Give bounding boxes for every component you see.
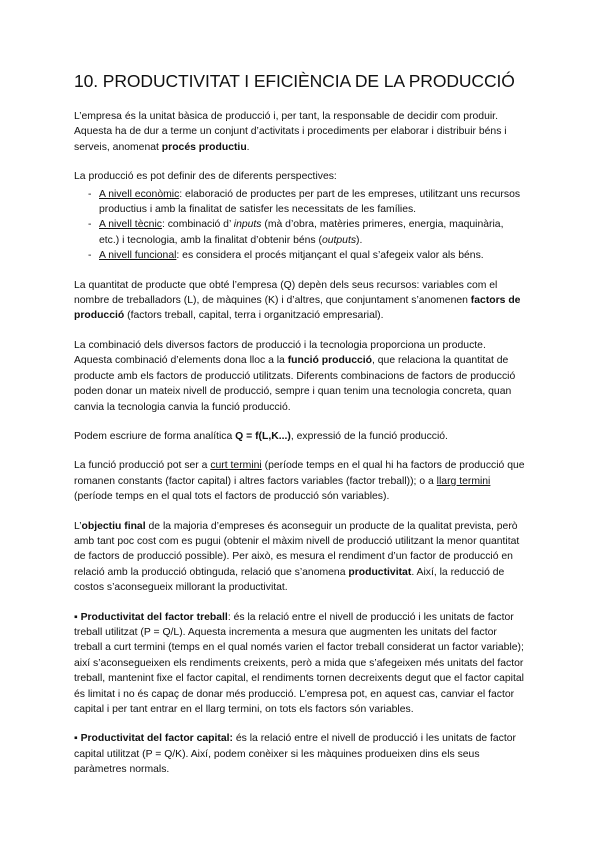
term-objectiu-final: objectiu final — [81, 520, 146, 532]
list-text-tecnic-1: : combinació d’ — [161, 219, 234, 231]
perspectives-list — [74, 187, 526, 264]
factor-treball-text: : és la relació entre el nivell de producció i les unitats de factor treball utilitzat (P = Q/L). Aquesta incrementa a mesura que augmenten les unitats del factor treball a curt termini (temps en el qual només varien el factor treball considerat un factor variable); així s’aconsegueixen els rendiments creixents, però a mida que s’afegeixen més unitats del factor treball, mantenint fixe el factor capital, el rendiments tornen decreixents degut que el factor capital és limitat i no és capaç de donar més producció. L’empresa pot, en aquest cas, canviar el factor capital i per tant entrar en el llarg termini, on tots els factors són variables. — [74, 611, 524, 715]
list-dash: - — [88, 250, 92, 262]
heading-factor-treball: ▪ Productivitat del factor treball — [74, 611, 228, 623]
list-label-tecnic: A nivell tècnic — [99, 219, 162, 231]
paragraph-termini — [74, 458, 526, 504]
document-page — [74, 70, 526, 792]
objectiu-text: de la majoria d’empreses és aconseguir un producte de la qualitat prevista, però amb tant poc cost com es pugui (obtenir el màxim nivell de producció utilitzant la menor quantitat de factors de producció possible). Per això, es mesura el rendiment d’un factor de producció en relació amb la producció obtinguda, relació que s’anomena — [74, 520, 520, 578]
term-factors-produccio: factors de producció — [74, 295, 521, 322]
paragraph-funcio-produccio — [74, 338, 526, 415]
objectiu-end: . Així, la reducció de costos s’aconsegueix millorant la productivitat. — [74, 566, 505, 594]
intro-text: L’empresa és la unitat bàsica de producció i, per tant, la responsable de decidir com produir. Aquesta ha de dur a terme un conjunt d’activitats i procediments per elaborar i distribuir béns i serveis, anomenat — [74, 111, 507, 153]
heading-factor-capital: ▪ Productivitat del factor capital: — [74, 733, 233, 745]
funcio-text: La combinació dels diversos factors de producció i la tecnologia proporciona un producte. Aquesta combinació d’elements dona lloc a la — [74, 339, 486, 367]
list-text-economic: : elaboració de productes per part de les empreses, utilitzant uns recursos productius i amb la finalitat de satisfer les necessitats de les famílies. — [99, 188, 521, 216]
paragraph-factor-treball — [74, 610, 526, 718]
term-inputs: inputs — [233, 219, 262, 231]
paragraph-perspectives: La producció es pot definir des de diferents perspectives: — [74, 171, 337, 183]
list-dash: - — [88, 188, 92, 200]
factor-capital-text: és la relació entre el nivell de producció i les unitats de factor capital utilitzat (P = Q/K). Així, podem conèixer si les màquines produeixen dins els seus paràmetres normals. — [74, 733, 517, 776]
paragraph-factors — [74, 278, 526, 324]
list-item-funcional — [74, 248, 526, 263]
term-curt-termini: curt termini — [210, 460, 262, 472]
term-productivitat: productivitat — [348, 566, 412, 578]
term-llarg-termini: llarg termini — [436, 475, 491, 487]
list-text-funcional: : es considera el procés mitjançant el qual s’afegeix valor als béns. — [176, 250, 484, 262]
objectiu-prefix: L’ — [74, 520, 82, 532]
list-dash: - — [88, 219, 92, 231]
paragraph-factor-capital — [74, 731, 526, 777]
paragraph-objectiu — [74, 519, 526, 596]
list-label-funcional: A nivell funcional — [99, 250, 177, 262]
formula-end: , expressió de la funció producció. — [290, 430, 448, 442]
termini-text-1: La funció producció pot ser a — [74, 460, 211, 472]
funcio-end: , que relaciona la quantitat de producte amb els factors de producció utilitzats. Diferents combinacions de factors de producció poden donar un mateix nivell de producció, sempre i quan tenim una tecnologia concreta, quan canvia la tecnologia canvia la funció producció. — [74, 355, 516, 413]
formula: Q = f(L,K...) — [235, 430, 291, 442]
term-proces-productiu: procés productiu — [161, 141, 247, 153]
factors-end: (factors treball, capital, terra i organització empresarial). — [124, 310, 384, 322]
paragraph-formula — [74, 429, 526, 444]
list-text-tecnic-2: (mà d’obra, matèries primeres, energia, maquinària, etc.) i tecnologia, amb la finalitat d’obtenir béns ( — [99, 219, 504, 246]
term-funcio-produccio: funció producció — [287, 355, 372, 367]
factors-text: La quantitat de producte que obté l’empresa (Q) depèn dels seus recursos: variables com el nombre de treballadors (L), de màquines (K) i d’altres, que conjuntament s’anomenen — [74, 279, 498, 307]
list-item-economic — [74, 187, 526, 218]
term-outputs: outputs — [321, 234, 357, 246]
formula-text: Podem escriure de forma analítica — [74, 430, 236, 442]
paragraph-intro — [74, 109, 526, 155]
list-label-economic: A nivell econòmic — [99, 188, 180, 200]
list-item-tecnic — [74, 217, 526, 248]
termini-text-3: (període temps en el qual tots el factors de producció són variables). — [74, 491, 390, 503]
intro-end: . — [246, 141, 250, 153]
termini-text-2: (període temps en el qual hi ha factors de producció que romanen constants (factor capital) i altres factors variables (factor treball)); o a — [74, 460, 525, 487]
page-title: 10. PRODUCTIVITAT I EFICIÈNCIA DE LA PRODUCCIÓ — [74, 71, 515, 91]
list-text-tecnic-3: ). — [356, 234, 363, 246]
